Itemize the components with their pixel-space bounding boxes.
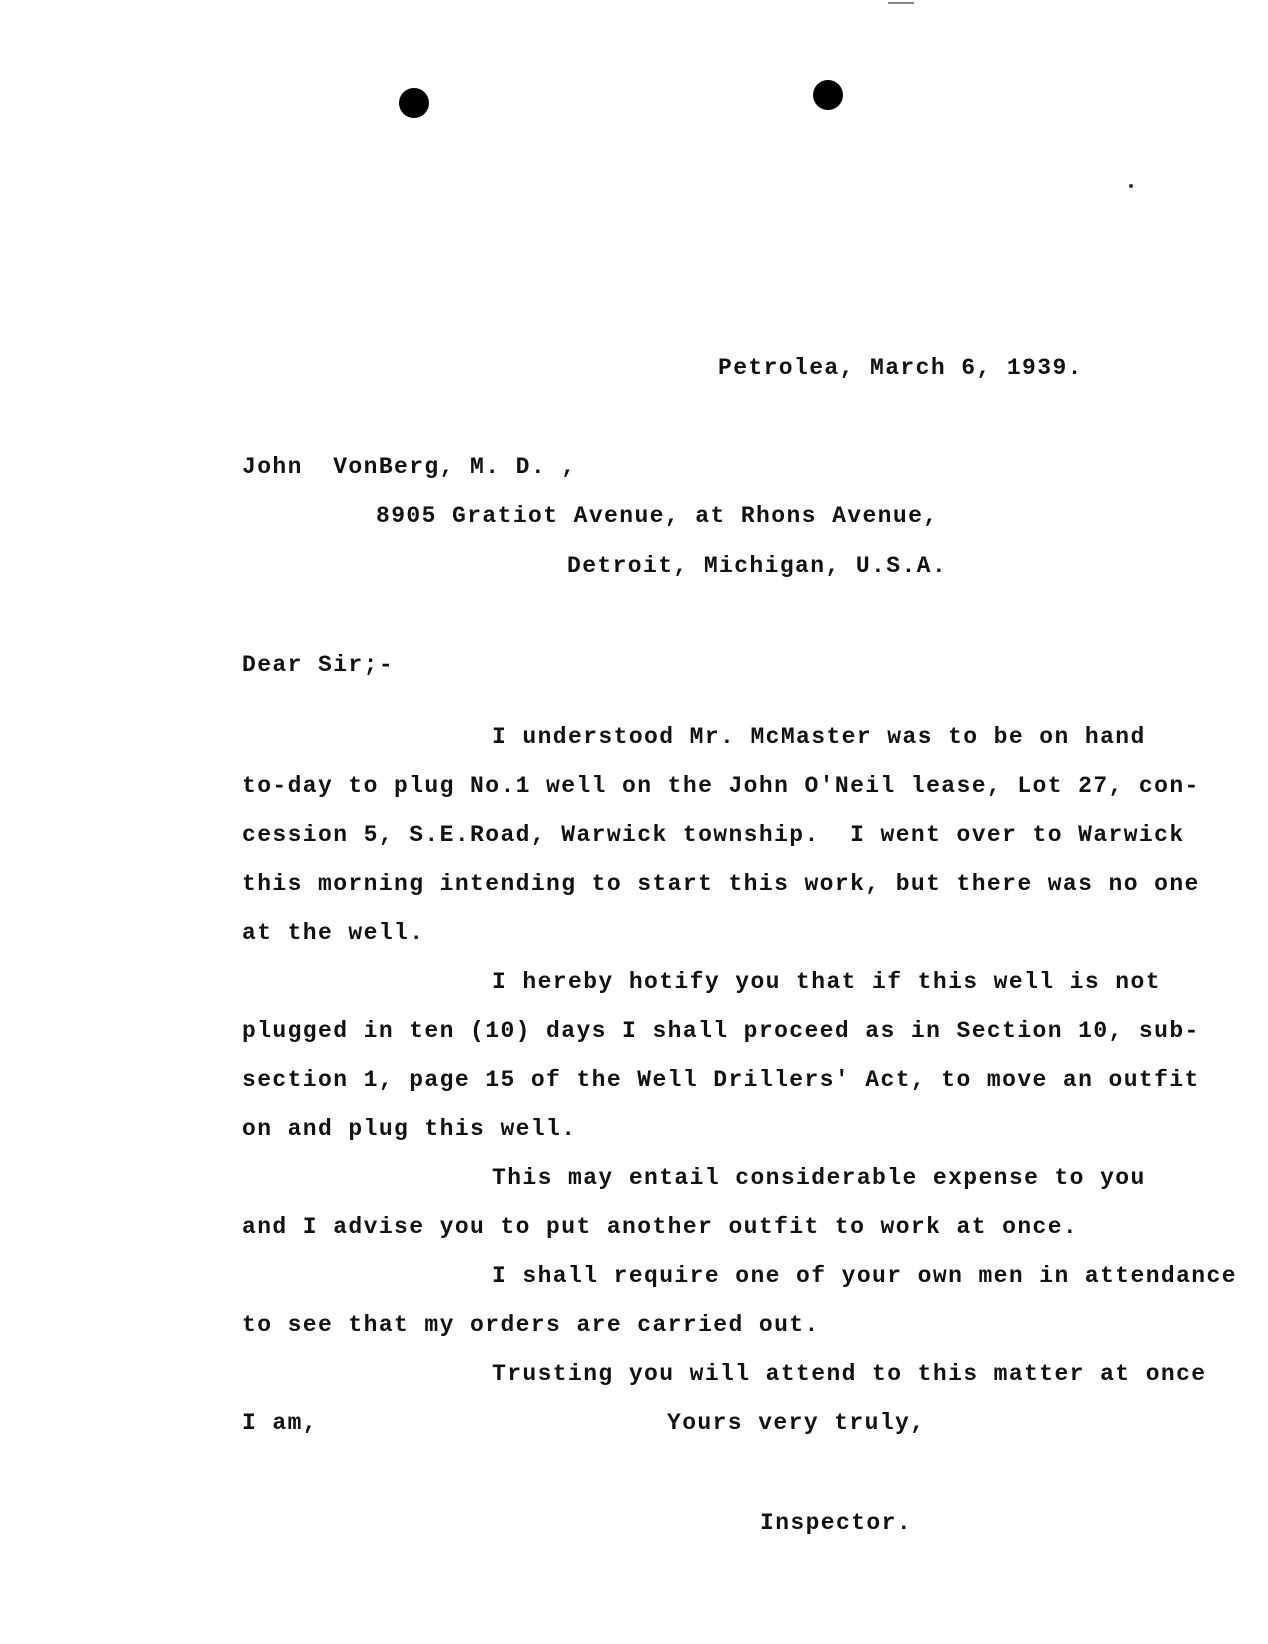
dateline: Petrolea, March 6, 1939. (718, 355, 1083, 381)
closing-left: I am, (242, 1410, 319, 1436)
body-line: section 1, page 15 of the Well Drillers' Act, to move an outfit (242, 1067, 1200, 1093)
body-line: I shall require one of your own men in attendance (492, 1263, 1237, 1289)
body-line: and I advise you to put another outfit to work at once. (242, 1214, 1079, 1240)
body-line: on and plug this well. (242, 1116, 577, 1142)
body-line: to-day to plug No.1 well on the John O'Neil lease, Lot 27, con- (242, 773, 1200, 799)
salutation: Dear Sir;- (242, 652, 395, 678)
body-line: I understood Mr. McMaster was to be on hand (492, 724, 1146, 750)
closing-right: Yours very truly, (667, 1410, 926, 1436)
scan-speck (1129, 184, 1133, 188)
body-line: plugged in ten (10) days I shall proceed as in Section 10, sub- (242, 1018, 1200, 1044)
scan-mark (888, 2, 914, 4)
recipient-name: John VonBerg, M. D. , (242, 454, 577, 480)
body-line: at the well. (242, 920, 425, 946)
signature-title: Inspector. (760, 1510, 913, 1536)
body-line: this morning intending to start this work, but there was no one (242, 871, 1200, 897)
body-line: to see that my orders are carried out. (242, 1312, 820, 1338)
recipient-address-line1: 8905 Gratiot Avenue, at Rhons Avenue, (376, 503, 939, 529)
recipient-address-line2: Detroit, Michigan, U.S.A. (567, 553, 948, 579)
body-line: I hereby hotify you that if this well is not (492, 969, 1161, 995)
punch-hole-right (813, 80, 843, 110)
body-line: Trusting you will attend to this matter at once (492, 1361, 1207, 1387)
body-line: This may entail considerable expense to you (492, 1165, 1146, 1191)
punch-hole-left (399, 88, 429, 118)
body-line: cession 5, S.E.Road, Warwick township. I went over to Warwick (242, 822, 1185, 848)
